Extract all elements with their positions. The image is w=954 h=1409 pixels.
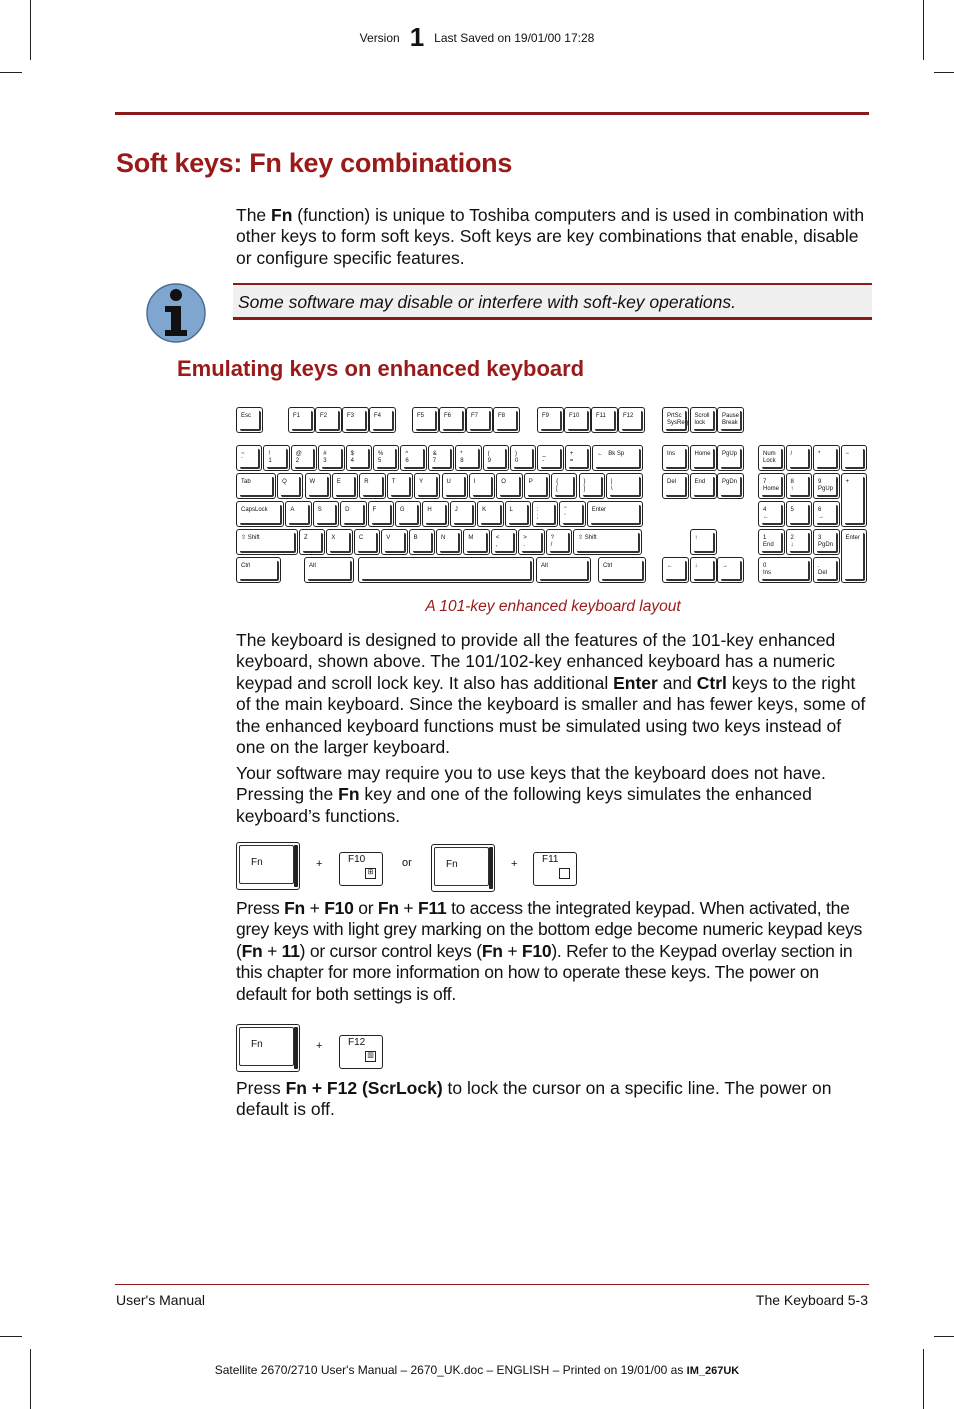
key-r1-7: & 7 bbox=[428, 445, 454, 471]
plus-sign: + bbox=[316, 1040, 323, 1052]
key-f12: F12 bbox=[618, 407, 645, 433]
keyboard-diagram bbox=[236, 405, 870, 585]
key-r3-6: H bbox=[422, 501, 448, 527]
key-numpad-10: 6 → bbox=[813, 501, 840, 527]
key-numpad-16: . Del bbox=[813, 557, 840, 583]
key-f8: F8 bbox=[493, 407, 520, 433]
key-r4-6: N bbox=[436, 529, 462, 555]
key-numpad-14: Enter bbox=[841, 529, 868, 583]
keypad-overlay-icon: ⊞ bbox=[365, 868, 376, 879]
key-f7: F7 bbox=[466, 407, 493, 433]
cursor-overlay-icon bbox=[559, 868, 570, 879]
key-r4-1: Z bbox=[299, 529, 325, 555]
crop-mark bbox=[923, 1349, 924, 1409]
key-numpad-9: 5 bbox=[786, 501, 813, 527]
paragraph-fn-f12: Press Fn + F12 (ScrLock) to lock the cursor on a specific line. The power on default is off. bbox=[236, 1078, 832, 1120]
key-numpad-0: Num Lock bbox=[758, 445, 785, 471]
key-r2-0: Tab bbox=[236, 473, 276, 499]
key-numpad-8: 4 ← bbox=[758, 501, 785, 527]
key-r1-0: ~ ` bbox=[236, 445, 262, 471]
key-sys-2: Pause Break bbox=[717, 407, 744, 433]
key-nav-ins: Ins bbox=[662, 445, 689, 471]
footer-left: User's Manual bbox=[116, 1292, 206, 1308]
crop-mark bbox=[0, 72, 22, 73]
key-r1-8: * 8 bbox=[455, 445, 481, 471]
key-r2-9: O bbox=[496, 473, 522, 499]
crop-mark bbox=[30, 1349, 31, 1409]
fn-key-illustration: Fn bbox=[431, 844, 495, 892]
key-r3-2: S bbox=[313, 501, 339, 527]
key-r3-11: " ' bbox=[559, 501, 585, 527]
key-r2-1: Q bbox=[277, 473, 303, 499]
key-numpad-6: 9 PgUp bbox=[813, 473, 840, 499]
key-numpad-11: 1 End bbox=[758, 529, 785, 555]
key-numpad-1: / bbox=[786, 445, 813, 471]
key-r4-0: ⇧ Shift bbox=[236, 529, 298, 555]
key-numpad-15: 0 Ins bbox=[758, 557, 812, 583]
key-numpad-7: + bbox=[841, 473, 868, 527]
key-r2-11: { [ bbox=[551, 473, 577, 499]
key-r3-3: D bbox=[340, 501, 366, 527]
key-r4-9: > . bbox=[518, 529, 544, 555]
key-r2-2: W bbox=[305, 473, 331, 499]
key-r3-10: : ; bbox=[532, 501, 558, 527]
key-r1-5: % 5 bbox=[373, 445, 399, 471]
key-f5: F5 bbox=[412, 407, 439, 433]
version-number: 1 bbox=[409, 22, 425, 52]
key-bottom-4: Ctrl bbox=[598, 557, 646, 583]
key-r1-6: ^ 6 bbox=[400, 445, 426, 471]
key-r4-8: < , bbox=[491, 529, 517, 555]
footer-rule bbox=[115, 1284, 869, 1285]
key-r4-11: ⇧ Shift bbox=[573, 529, 642, 555]
f10-key-illustration: F10 ⊞ bbox=[339, 852, 383, 886]
intro-paragraph: The Fn (function) is unique to Toshiba computers and is used in combination with other keys to form soft keys. Soft keys are key combinations that enable, disable or configure specific features. bbox=[236, 205, 865, 268]
or-text: or bbox=[402, 857, 412, 869]
key-esc: Esc bbox=[236, 407, 263, 433]
key-r4-2: X bbox=[326, 529, 352, 555]
key-numpad-13: 3 PgDn bbox=[813, 529, 840, 555]
version-header bbox=[0, 22, 954, 53]
section-heading: Emulating keys on enhanced keyboard bbox=[177, 356, 585, 381]
key-r3-7: J bbox=[450, 501, 476, 527]
key-r2-5: T bbox=[387, 473, 413, 499]
key-r1-11: _ - bbox=[537, 445, 563, 471]
key-bottom-0: Ctrl bbox=[236, 557, 281, 583]
key-r4-3: C bbox=[354, 529, 380, 555]
paragraph-keyboard-design: The keyboard is designed to provide all the features of the 101-key enhanced keyboard, shown above. The 101/102-key enhanced keyboard has a numeric keypad and scroll lock key. It also has additional Enter and Ctrl keys to the right of the main keyboard. Since the keyboard is smaller and has fewer keys, some of the enhanced keyboard functions must be simulated using two keys instead of one on the larger keyboard. bbox=[236, 630, 866, 758]
key-r2-6: Y bbox=[414, 473, 440, 499]
key-f3: F3 bbox=[342, 407, 369, 433]
key-r1-10: ) 0 bbox=[510, 445, 536, 471]
key-bottom-2 bbox=[358, 557, 534, 583]
figure-caption: A 101-key enhanced keyboard layout bbox=[425, 598, 681, 615]
crop-mark bbox=[0, 1336, 22, 1337]
key-r1-1: ! 1 bbox=[263, 445, 289, 471]
key-r4-5: B bbox=[409, 529, 435, 555]
key-numpad-3: − bbox=[841, 445, 868, 471]
key-sys-0: PrtSc SysReq bbox=[662, 407, 689, 433]
key-bottom-3: Alt bbox=[536, 557, 591, 583]
key-r2-12: } ] bbox=[579, 473, 605, 499]
paragraph-fn-f10-f11: Press Fn + F10 or Fn + F11 to access the integrated keypad. When activated, the grey keys with light grey marking on the bottom edge become numeric keypad keys (Fn + 11) or cursor control keys (Fn + F10). Refer to the Keypad overlay section in this chapter for more information on how to operate these keys. The power on default for both settings is off. bbox=[236, 898, 863, 1004]
key-f1: F1 bbox=[288, 407, 315, 433]
key-r2-8: I bbox=[469, 473, 495, 499]
key-nav-end: End bbox=[690, 473, 717, 499]
key-r3-0: CapsLock bbox=[236, 501, 284, 527]
note-text: Some software may disable or interfere with soft-key operations. bbox=[238, 292, 736, 312]
scroll-lock-overlay-icon: ▥ bbox=[365, 1051, 376, 1062]
f11-key-illustration: F11 bbox=[533, 852, 577, 886]
key-r3-8: K bbox=[477, 501, 503, 527]
top-rule bbox=[115, 112, 869, 115]
key-r2-13: | \ bbox=[606, 473, 643, 499]
key-numpad-5: 8 ↑ bbox=[786, 473, 813, 499]
key-nav-pgup: PgUp bbox=[717, 445, 744, 471]
crop-mark bbox=[934, 1336, 954, 1337]
key-r3-12: Enter bbox=[587, 501, 644, 527]
key-sys-1: Scroll lock bbox=[690, 407, 717, 433]
key-r1-9: ( 9 bbox=[483, 445, 509, 471]
key-r2-3: E bbox=[332, 473, 358, 499]
note-box bbox=[233, 283, 872, 320]
key-f10: F10 bbox=[564, 407, 591, 433]
key-r3-4: F bbox=[368, 501, 394, 527]
plus-sign: + bbox=[316, 858, 323, 870]
key-r2-4: R bbox=[359, 473, 385, 499]
key-arrow-3: → bbox=[717, 557, 744, 583]
key-f11: F11 bbox=[591, 407, 618, 433]
crop-mark bbox=[934, 72, 954, 73]
key-r1-2: @ 2 bbox=[291, 445, 317, 471]
key-r2-10: P bbox=[524, 473, 550, 499]
key-nav-del: Del bbox=[662, 473, 689, 499]
print-info: Satellite 2670/2710 User's Manual – 2670_UK.doc – ENGLISH – Printed on 19/01/00 as IM_267UK bbox=[214, 1363, 740, 1377]
key-numpad-4: 7 Home bbox=[758, 473, 785, 499]
plus-sign: + bbox=[511, 858, 518, 870]
fn-key-illustration: Fn bbox=[236, 1024, 300, 1072]
paragraph-software: Your software may require you to use keys that the keyboard does not have. Pressing the Fn key and one of the following keys simulates the enhanced keyboard’s functions. bbox=[236, 763, 826, 826]
version-label: Version bbox=[359, 31, 400, 45]
footer-right: The Keyboard 5-3 bbox=[755, 1292, 868, 1308]
page-title: Soft keys: Fn key combinations bbox=[116, 148, 513, 178]
key-arrow-2: ↓ bbox=[690, 557, 717, 583]
key-f6: F6 bbox=[439, 407, 466, 433]
key-r3-1: A bbox=[285, 501, 311, 527]
fn-key-illustration: Fn bbox=[236, 842, 300, 890]
key-f4: F4 bbox=[369, 407, 396, 433]
key-r4-10: ? / bbox=[546, 529, 572, 555]
key-numpad-12: 2 ↓ bbox=[786, 529, 813, 555]
key-r4-7: M bbox=[463, 529, 489, 555]
key-f2: F2 bbox=[315, 407, 342, 433]
key-arrow-1: ← bbox=[662, 557, 689, 583]
key-r1-3: # 3 bbox=[318, 445, 344, 471]
key-f9: F9 bbox=[537, 407, 564, 433]
key-r1-12: + = bbox=[565, 445, 591, 471]
key-nav-pgdn: PgDn bbox=[717, 473, 744, 499]
info-icon bbox=[145, 282, 207, 344]
key-bottom-1: Alt bbox=[304, 557, 354, 583]
key-r1-4: $ 4 bbox=[346, 445, 372, 471]
key-r2-7: U bbox=[442, 473, 468, 499]
key-numpad-2: * bbox=[813, 445, 840, 471]
key-r4-4: V bbox=[381, 529, 407, 555]
key-nav-home: Home bbox=[690, 445, 717, 471]
key-r3-5: G bbox=[395, 501, 421, 527]
key-arrow-up: ↑ bbox=[690, 529, 717, 555]
key-r3-9: L bbox=[505, 501, 531, 527]
last-saved: Last Saved on 19/01/00 17:28 bbox=[434, 31, 595, 45]
key-r1-13: ← Bk Sp bbox=[592, 445, 643, 471]
f12-key-illustration: F12 ▥ bbox=[339, 1035, 383, 1069]
